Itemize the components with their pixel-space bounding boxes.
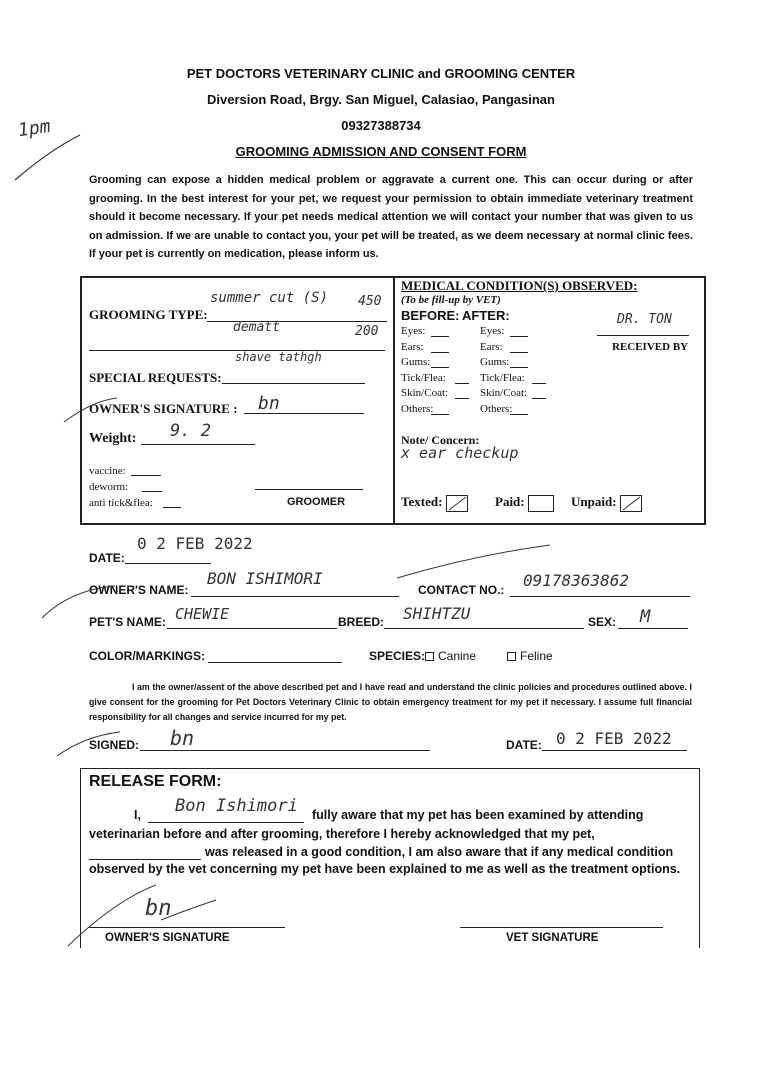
release-pet-line[interactable]: [89, 859, 201, 860]
condition-after[interactable]: Eyes:: [480, 325, 505, 337]
after-label: AFTER:: [462, 308, 510, 323]
sex-line[interactable]: [618, 628, 688, 629]
release-owner-signature: bn: [145, 896, 172, 921]
clinic-name: PET DOCTORS VETERINARY CLINIC and GROOMING CENTER: [186, 66, 576, 81]
condition-before-line[interactable]: [431, 414, 449, 415]
pet-name-label: PET'S NAME:: [89, 615, 166, 629]
canine-checkbox[interactable]: [425, 652, 434, 661]
release-name-line[interactable]: [148, 822, 304, 823]
form-title: GROOMING ADMISSION AND CONSENT FORM: [235, 144, 527, 159]
color-label: COLOR/MARKINGS:: [89, 649, 205, 663]
clinic-address: Diversion Road, Brgy. San Miguel, Calasiao, Pangasinan: [207, 92, 555, 107]
condition-after[interactable]: Ears:: [480, 340, 503, 353]
sex-label: SEX:: [588, 615, 617, 629]
contact-line[interactable]: [510, 596, 690, 597]
date-label: DATE:: [89, 551, 125, 565]
grooming-type-value-2[interactable]: dematt: [233, 320, 280, 335]
weight-value: 9. 2: [170, 421, 211, 441]
condition-before[interactable]: Ears:: [401, 340, 424, 353]
breed-label: BREED:: [338, 615, 385, 629]
release-title: RELEASE FORM:: [89, 773, 222, 790]
consent-date-value: 0 2 FEB 2022: [556, 729, 672, 748]
owner-name-value: BON ISHIMORI: [207, 569, 323, 588]
species-feline[interactable]: Feline: [507, 649, 553, 663]
paid-checkbox[interactable]: [528, 495, 554, 512]
condition-before[interactable]: Eyes:: [401, 325, 426, 337]
condition-after[interactable]: Skin/Coat:: [480, 387, 528, 400]
breed-value: SHIHTZU: [403, 604, 471, 623]
special-requests-label: SPECIAL REQUESTS:: [89, 370, 222, 385]
clinic-phone: 09327388734: [341, 118, 421, 133]
condition-after-line[interactable]: [510, 336, 528, 337]
condition-after[interactable]: Tick/Flea:: [480, 371, 525, 384]
groomer-line[interactable]: [255, 489, 363, 490]
grooming-type-label: GROOMING TYPE:: [89, 307, 208, 322]
owner-name-line[interactable]: [191, 596, 399, 597]
pet-name-value: CHEWIE: [175, 605, 230, 623]
box-divider: [393, 276, 395, 525]
condition-after-line[interactable]: [510, 414, 528, 415]
date-line[interactable]: [125, 563, 211, 564]
color-line[interactable]: [208, 662, 342, 663]
condition-before-line[interactable]: [455, 398, 469, 399]
weight-line[interactable]: [141, 444, 255, 445]
weight-label: Weight:: [89, 431, 137, 446]
feline-checkbox[interactable]: [507, 652, 516, 661]
release-name-value: Bon Ishimori: [175, 796, 298, 816]
texted-checkbox[interactable]: [446, 495, 468, 512]
vaccine-label: vaccine:: [89, 465, 126, 477]
owner-stroke: [40, 580, 120, 620]
condition-after[interactable]: Others:: [480, 403, 513, 415]
date-value: 0 2 FEB 2022: [137, 534, 253, 553]
consent-date-label: DATE:: [506, 738, 542, 752]
owner-signature-label: OWNER'S SIGNATURE :: [89, 401, 238, 416]
grooming-price-1[interactable]: 450: [358, 294, 382, 309]
species-label: SPECIES:: [369, 649, 426, 663]
condition-before[interactable]: Tick/Flea:: [401, 371, 446, 384]
deworm-line[interactable]: [142, 491, 162, 492]
release-line-4: observed by the vet concerning my pet have been explained to me as well as the treatment options.: [89, 862, 681, 876]
anti-tick-line[interactable]: [163, 507, 181, 508]
condition-before-line[interactable]: [431, 367, 449, 368]
signed-label: SIGNED:: [89, 738, 140, 752]
release-line-1: fully aware that my pet has been examined by attending: [312, 808, 644, 822]
medical-subtitle: (To be fill-up by VET): [401, 294, 501, 306]
unpaid-label: Unpaid:: [571, 494, 642, 512]
consent-date-line[interactable]: [542, 750, 687, 751]
grooming-price-2[interactable]: 200: [355, 324, 379, 339]
pet-name-line[interactable]: [167, 628, 337, 629]
margin-note-stroke: [10, 130, 90, 190]
breed-line[interactable]: [384, 628, 584, 629]
condition-after-line[interactable]: [510, 352, 528, 353]
note-value: x ear checkup: [401, 444, 519, 462]
grooming-type-value-1[interactable]: summer cut (S): [210, 290, 329, 306]
grooming-type-value-3[interactable]: shave tathgh: [235, 350, 322, 364]
intro-paragraph: Grooming can expose a hidden medical problem or aggravate a current one. This can occur during or after grooming. In the best interest for your pet, we request your permission to obtain immediate veterinary treatment should it become necessary. If your pet needs medical attention we will contact your number that was given to us on admission. If we are unable to contact you, your pet will be treated, as we deem necessary at normal clinic fees. If your pet is currently on medication, please inform us.: [89, 174, 693, 260]
sex-value: M: [640, 607, 651, 627]
contact-value: 09178363862: [523, 571, 629, 590]
release-line-3: was released in a good condition, I am also aware that if any medical condition: [205, 845, 674, 859]
groomer-label: GROOMER: [287, 496, 346, 508]
vet-signature-line[interactable]: [460, 927, 663, 928]
condition-after-line[interactable]: [510, 367, 528, 368]
margin-note: 1pm: [16, 115, 52, 142]
species-canine[interactable]: Canine: [425, 649, 476, 663]
contact-label: CONTACT NO.:: [418, 583, 505, 597]
texted-label: Texted:: [401, 494, 468, 512]
note-label: Note/ Concern:: [401, 433, 480, 447]
paid-label: Paid:: [495, 494, 554, 512]
received-by-line[interactable]: [597, 335, 689, 336]
unpaid-checkbox[interactable]: [620, 495, 642, 512]
release-line-2: veterinarian before and after grooming, therefore I hereby acknowledged that my pet,: [89, 827, 595, 841]
before-label: BEFORE:: [401, 308, 460, 323]
owner-signature-line-release[interactable]: [89, 927, 285, 928]
received-by-value: DR. TON: [617, 312, 672, 327]
condition-before-line[interactable]: [431, 352, 449, 353]
owner-signature-value: bn: [258, 393, 280, 414]
signed-stroke: [55, 728, 125, 758]
consent-paragraph: I am the owner/assent of the above described pet and I have read and understand the clinic policies and procedures outlined above. I give consent for the grooming for Pet Doctors Veterinary Clinic to obtain emergency treatment for my pet if necessary. I assume full financial responsibility for all changes and service incurred for my pet.: [89, 682, 692, 722]
condition-after-line[interactable]: [532, 383, 546, 384]
signed-line[interactable]: [140, 750, 430, 751]
condition-before[interactable]: Skin/Coat:: [401, 387, 449, 400]
release-owner-sig-label: OWNER'S SIGNATURE: [105, 932, 230, 944]
release-i-label: I,: [134, 808, 141, 822]
condition-after[interactable]: Gums:: [480, 356, 510, 369]
deworm-label: deworm:: [89, 481, 129, 493]
owner-name-label: OWNER'S NAME:: [89, 583, 189, 597]
medical-title: MEDICAL CONDITION(S) OBSERVED:: [401, 278, 638, 293]
received-by-label: RECEIVED BY: [612, 341, 689, 353]
signed-value: bn: [170, 726, 195, 750]
anti-tick-label: anti tick&flea:: [89, 497, 153, 509]
signature-stroke-1: [62, 396, 122, 426]
condition-after-line[interactable]: [532, 398, 546, 399]
release-vet-sig-label: VET SIGNATURE: [506, 932, 599, 944]
special-requests-line[interactable]: [222, 383, 365, 384]
vaccine-line[interactable]: [131, 475, 161, 476]
condition-before-line[interactable]: [431, 336, 449, 337]
condition-before[interactable]: Others:: [401, 403, 434, 415]
condition-before[interactable]: Gums:: [401, 356, 431, 369]
condition-before-line[interactable]: [455, 383, 469, 384]
